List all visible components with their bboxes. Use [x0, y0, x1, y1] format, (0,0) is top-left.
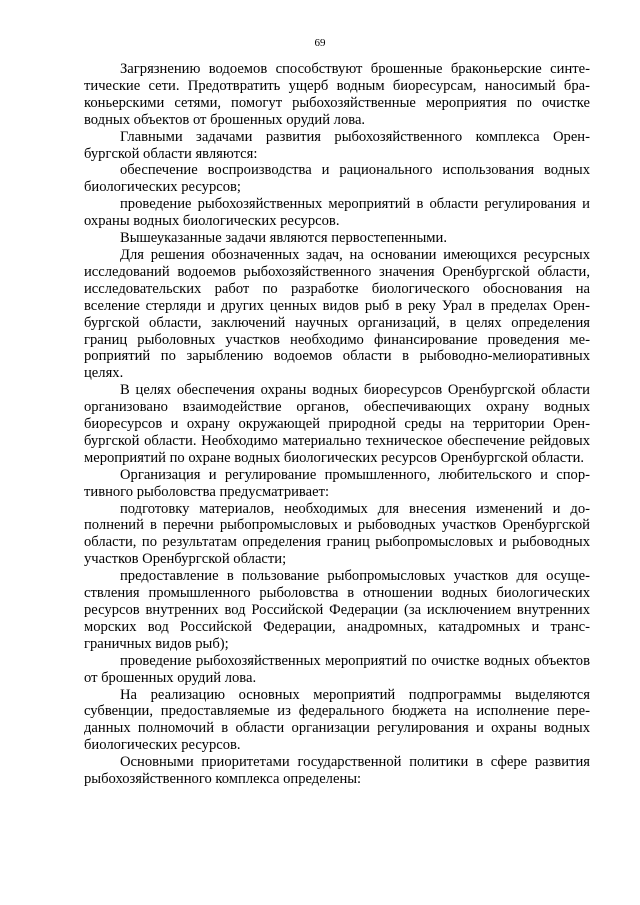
paragraph: Основными приоритетами государственной политики в сфере развития рыбохозяйственного комплекса определены: — [84, 754, 590, 788]
paragraph: предоставление в пользование рыбопромысловых участков для осуществления промышленного рыболовства в отношении водных биологических ресурсов внутренних вод Российской Федерации (за исключением внутренних морских вод Российской Федерации, анадромных, катадромных и трансграничных видов рыб); — [84, 568, 590, 652]
paragraph: Вышеуказанные задачи являются первостепенными. — [120, 230, 447, 247]
paragraph: Для решения обозначенных задач, на основании имеющихся ресурсных исследований водоемов рыбохозяйственного значения Оренбургской области, исследовательских работ по разработке биологического обоснования на вселение стерляди и других ценных видов рыб в реку Урал в пределах Оренбургской области, заключений научных организаций, в целях определения границ рыболовных участков необходимо финансирование проведения мероприятий по зарыблению водоемов области в рыбоводно-мелиоративных целях. — [84, 246, 590, 382]
paragraph: Организация и регулирование промышленного, любительского и спортивного рыболовства предусматривает: — [84, 466, 590, 500]
paragraph: Главными задачами развития рыбохозяйственного комплекса Оренбургской области являются: — [84, 128, 590, 162]
page-number: 69 — [314, 37, 326, 49]
paragraph: В целях обеспечения охраны водных биоресурсов Оренбургской области организовано взаимодействие органов, обеспечивающих охрану водных биоресурсов и охрану окружающей природной среды на территории Оренбургской области. Необходимо материально техническое обеспечение рейдовых мероприятий по охране водных биологических ресурсов Оренбургской области. — [84, 382, 590, 466]
paragraph: подготовку материалов, необходимых для внесения изменений и дополнений в перечни рыбопромысловых и рыбоводных участков Оренбургской области, по результатам определения границ рыбопромысловых и рыбоводных участков Оренбургской области; — [84, 500, 590, 568]
paragraph: Загрязнению водоемов способствуют брошенные браконьерские синтетические сети. Предотвратить ущерб водным биоресурсам, наносимый браконьерскими сетями, помогут рыбохозяйственные мероприятия по очистке водных объектов от брошенных орудий лова. — [84, 61, 590, 128]
paragraph: На реализацию основных мероприятий подпрограммы выделяются субвенции, предоставляемые из федерального бюджета на исполнение переданных полномочий в области организации регулирования и охраны водных биологических ресурсов. — [84, 686, 590, 754]
paragraph: проведение рыбохозяйственных мероприятий в области регулирования и охраны водных биологических ресурсов. — [84, 196, 590, 230]
paragraph: обеспечение воспроизводства и рационального использования водных биологических ресурсов; — [84, 162, 590, 196]
paragraph: проведение рыбохозяйственных мероприятий по очистке водных объектов от брошенных орудий лова. — [84, 652, 590, 686]
document-body — [84, 61, 590, 788]
